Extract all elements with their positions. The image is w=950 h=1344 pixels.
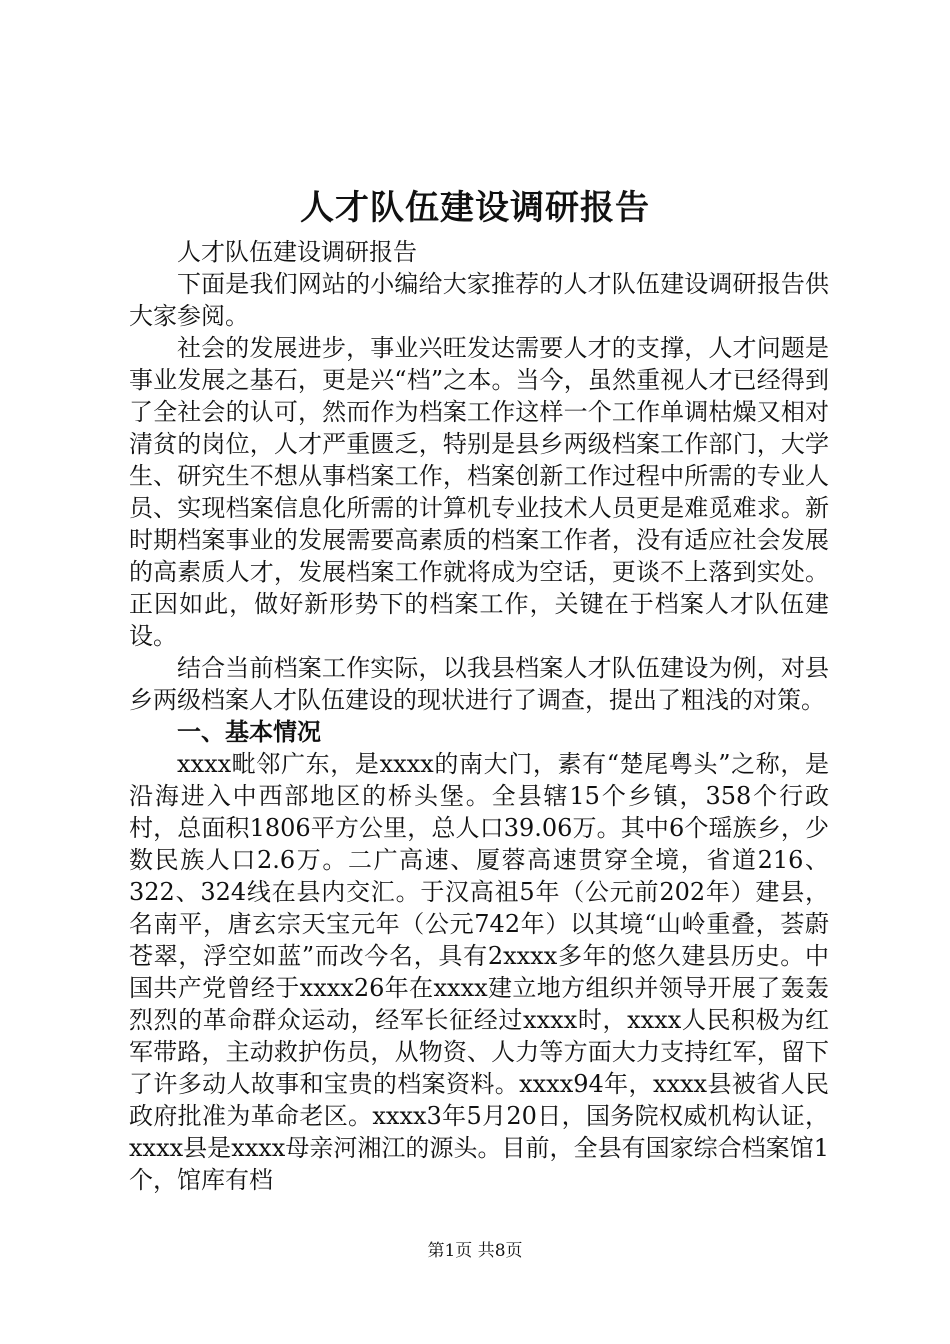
document-body: [129, 236, 829, 1196]
page-footer: 第1页 共8页: [427, 1241, 523, 1261]
body-paragraph: 下面是我们网站的小编给大家推荐的人才队伍建设调研报告供大家参阅。: [129, 270, 829, 330]
body-paragraph: xxxx毗邻广东，是xxxx的南大门，素有“楚尾粤头”之称，是沿海进入中西部地区的桥头堡。全县辖15个乡镇，358个行政村，总面积1806平方公里，总人口39.06万。其中6个瑶族乡，少数民族人口2.6万。二广高速、厦蓉高速贯穿全境，省道216、322、324线在县内交汇。于汉高祖5年（公元前202年）建县，名南平，唐玄宗天宝元年（公元742年）以其境“山岭重叠，荟蔚苍翠，浮空如蓝”而改今名，具有2xxxx多年的悠久建县历史。中国共产党曾经于xxxx26年在xxxx建立地方组织并领导开展了轰轰烈烈的革命群众运动，经军长征经过xxxx时，xxxx人民积极为红军带路，主动救护伤员，从物资、人力等方面大力支持红军，留下了许多动人故事和宝贵的档案资料。xxxx94年，xxxx县被省人民政府批准为革命老区。xxxx3年5月20日，国务院权威机构认证，xxxx县是xxxx母亲河湘江的源头。目前，全县有国家综合档案馆1个，馆库有档: [129, 750, 829, 1194]
body-paragraph: 社会的发展进步，事业兴旺发达需要人才的支撑，人才问题是事业发展之基石，更是兴“档”之本。当今，虽然重视人才已经得到了全社会的认可，然而作为档案工作这样一个工作单调枯燥又相对清贫的岗位，人才严重匮乏，特别是县乡两级档案工作部门，大学生、研究生不想从事档案工作，档案创新工作过程中所需的专业人员、实现档案信息化所需的计算机专业技术人员更是难觅难求。新时期档案事业的发展需要高素质的档案工作者，没有适应社会发展的高素质人才，发展档案工作就将成为空话，更谈不上落到实处。正因如此，做好新形势下的档案工作，关键在于档案人才队伍建设。: [129, 334, 829, 650]
body-paragraph: 人才队伍建设调研报告: [177, 238, 417, 266]
body-paragraph: 结合当前档案工作实际，以我县档案人才队伍建设为例，对县乡两级档案人才队伍建设的现状进行了调查，提出了粗浅的对策。: [129, 654, 829, 714]
document-title: 人才队伍建设调研报告: [300, 188, 650, 228]
section-heading: 一、基本情况: [177, 717, 321, 746]
